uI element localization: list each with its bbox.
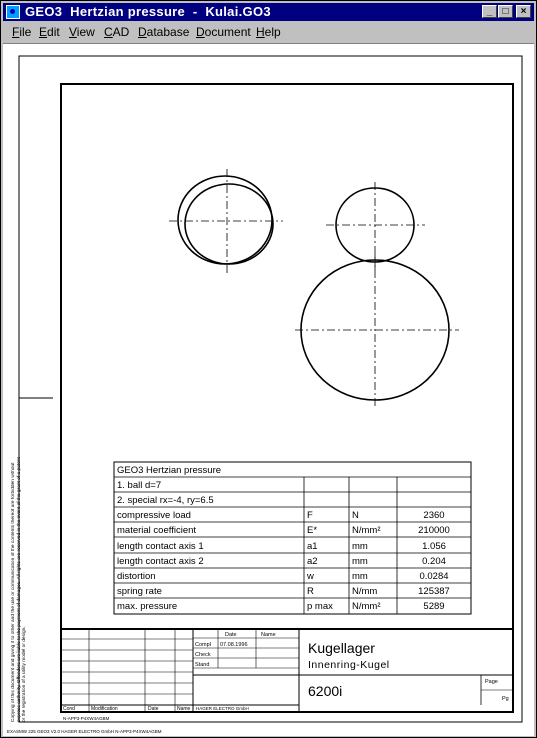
row-unit: N	[352, 510, 359, 521]
sheet-outer-frame	[19, 56, 522, 722]
copyright-text: Copying of this document and giving it to other and the use or communication of the contents thereof are forbidden without express authority. Offenders are liable to the payment of damages. All rights are reserved in the event of the grant of a patent or the registration of a utility model or design.	[11, 457, 28, 722]
menu-view[interactable]	[69, 25, 95, 39]
window-title: GEO3 Hertzian pressure - Kulai.GO3	[25, 4, 271, 19]
tb-compl-label: Compl	[195, 642, 211, 648]
footer-small: N-APP3-P4XW4AGBM	[63, 716, 110, 721]
tb-name-header: Name	[261, 632, 276, 638]
maximize-button[interactable]: □	[498, 5, 513, 18]
menu-edit[interactable]	[39, 25, 60, 39]
ball-inner-circle	[185, 184, 273, 264]
row-value: 5289	[423, 601, 445, 612]
status-line: EXASMW 225 GEO3 V2.0 HAGER ELECTRO GmbH N-APP3-P4XW4AGBM	[7, 729, 162, 734]
row-label: material coefficient	[117, 525, 197, 536]
row-symbol: F	[307, 510, 313, 521]
results-ball: 1. ball d=7	[117, 480, 162, 491]
ball-left-view	[169, 169, 283, 276]
close-button[interactable]: ×	[516, 5, 531, 18]
tb-mod-date-label: Date	[148, 706, 159, 712]
menu-help[interactable]	[256, 25, 281, 39]
sheet-inner-frame	[61, 84, 513, 712]
menu-document-label: Document	[196, 25, 251, 39]
row-symbol: w	[307, 571, 314, 582]
row-unit: mm	[352, 571, 368, 582]
row-unit: N/mm²	[352, 601, 381, 612]
results-title: GEO3 Hertzian pressure	[117, 465, 222, 476]
tb-page-label: Page	[485, 679, 498, 685]
menu-bar	[3, 22, 534, 42]
tb-page-no-label: Pg	[502, 696, 509, 702]
menu-document[interactable]	[196, 25, 251, 39]
results-special: 2. special rx=-4, ry=6.5	[117, 495, 214, 506]
menu-cad[interactable]	[104, 25, 129, 39]
title-bar[interactable]	[3, 3, 534, 21]
row-symbol: a2	[307, 556, 318, 567]
title-block	[61, 629, 513, 712]
tb-company-small: HAGER ELECTRO GmbH	[196, 706, 249, 711]
menu-database[interactable]	[138, 25, 189, 39]
drawing-area[interactable]	[3, 43, 534, 736]
menu-file-label: File	[12, 25, 32, 39]
drawing-sheet	[3, 44, 534, 736]
tb-modification-label: Modification	[91, 706, 118, 712]
menu-database-label: Database	[138, 25, 190, 39]
row-value: 0.204	[422, 556, 446, 567]
row-label: length contact axis 2	[117, 556, 204, 567]
row-label: max. pressure	[117, 601, 178, 612]
tb-drawing-no: 6200i	[308, 683, 343, 699]
results-table	[114, 462, 471, 614]
row-label: distortion	[117, 571, 156, 582]
tb-title-sub: Innenring-Kugel	[308, 659, 390, 671]
tb-check-label: Check	[195, 652, 211, 658]
row-value: 210000	[418, 525, 450, 536]
tb-mod-name-label: Name	[177, 706, 191, 712]
row-value: 125387	[418, 586, 450, 597]
row-unit: mm	[352, 541, 368, 552]
row-symbol: a1	[307, 541, 318, 552]
row-label: compressive load	[117, 510, 191, 521]
menu-edit-label: Edit	[39, 25, 60, 39]
minimize-button[interactable]: _	[482, 5, 497, 18]
tb-title-main: Kugellager	[308, 640, 375, 656]
row-symbol: R	[307, 586, 314, 597]
tb-stand-label: Stand	[195, 662, 210, 668]
ball-outer-circle	[178, 176, 272, 264]
row-symbol: p max	[307, 601, 333, 612]
row-symbol: E*	[307, 525, 318, 536]
app-icon[interactable]	[6, 5, 20, 19]
row-value: 1.056	[422, 541, 446, 552]
row-value: 2360	[423, 510, 445, 521]
tb-cond-label: Cond	[63, 706, 75, 712]
row-value: 0.0284	[419, 571, 449, 582]
row-unit: mm	[352, 556, 368, 567]
menu-cad-label: CAD	[104, 25, 130, 39]
row-label: length contact axis 1	[117, 541, 204, 552]
menu-view-label: View	[69, 25, 95, 39]
row-unit: N/mm	[352, 586, 378, 597]
row-label: spring rate	[117, 586, 162, 597]
copyright-notice	[11, 452, 45, 722]
ball-ring-view	[295, 182, 459, 408]
row-unit: N/mm²	[352, 525, 381, 536]
tb-date-header: Date	[225, 632, 237, 638]
tb-compl-date: 07.08.1996	[220, 642, 248, 648]
menu-file[interactable]	[12, 25, 31, 39]
menu-help-label: Help	[256, 25, 281, 39]
